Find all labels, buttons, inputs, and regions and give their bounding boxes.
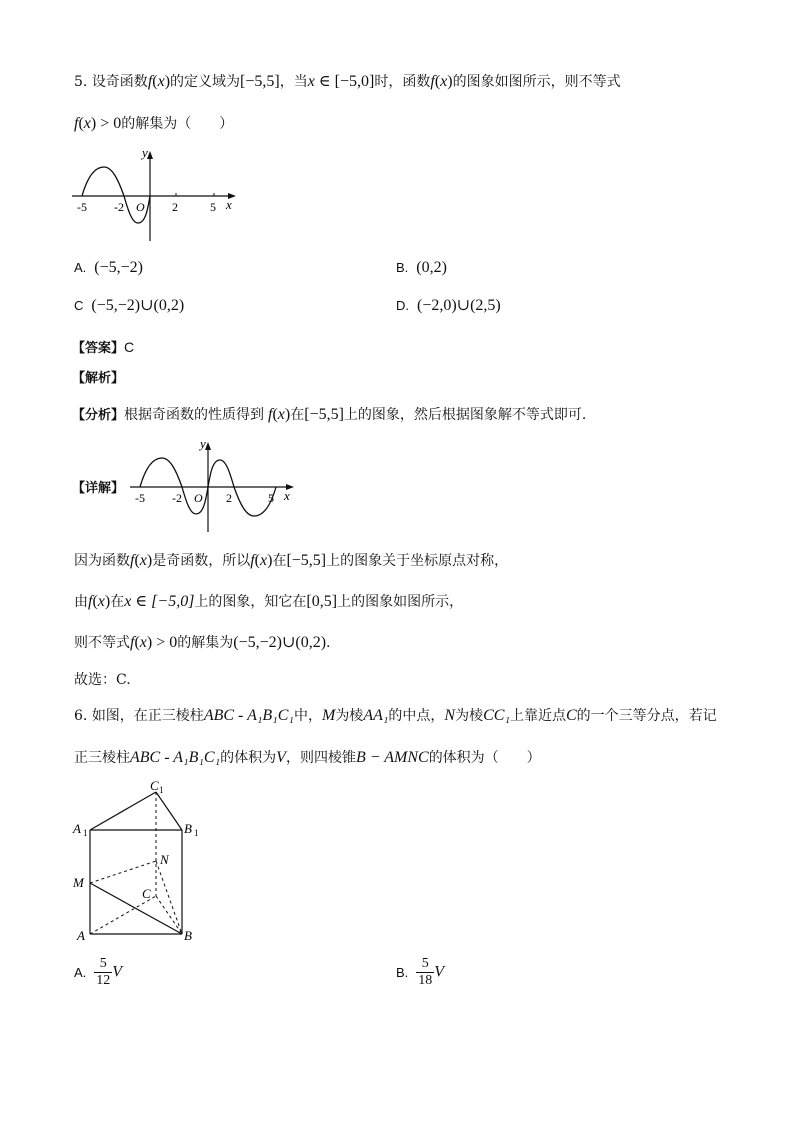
math: ABC - A₁B₁C₁ [130,749,221,766]
math: > 0 [156,634,178,651]
q5-option-d[interactable] [396,296,501,316]
option-label: B. [396,964,409,980]
text: 中， [293,708,322,724]
option-label: B. [396,260,409,275]
text: 在 [272,553,287,569]
q6-line1 [74,706,717,726]
y-axis-label: y [200,436,206,451]
denominator: 12 [96,973,111,988]
math: x ∈ [−5,0] [124,593,195,610]
text: 的解集为 [177,635,234,651]
vertex-label: A [73,821,81,836]
text: 的图象如图所示，则不等式 [452,74,621,90]
vertex-label: B [184,821,192,836]
q5-option-c[interactable] [74,296,184,316]
q6-option-a[interactable] [74,956,122,989]
tick-label: -5 [135,491,145,505]
analysis-tag: 【解析】 [72,371,125,386]
vertex-subscript: 1 [159,785,164,795]
text: 的中点， [388,708,445,724]
text: 上的图象，知它在 [194,594,307,610]
denominator: 18 [418,973,433,988]
q5-explain2: 由f(x)在x ∈ [−5,0]上的图象，知它在[0,5]上的图象如图所示， [74,593,464,610]
text: . [326,635,331,651]
x-axis-label: x [226,197,232,212]
math: AA₁ [363,707,389,724]
text: 的一个三等分点，若记 [576,708,717,724]
q6-line2 [74,748,541,768]
variable: V [112,963,123,981]
q5-detail-graph [124,436,304,536]
tick-label: O [136,200,145,214]
text: 因为函数 [74,553,130,569]
math: [0,5] [306,593,338,610]
q5-line1: 5. 设奇函数f(x)的定义域为[−5,5]，当x ∈ [−5,0]时，函数f(x)的图象如图所示，则不等式 [74,73,621,90]
conclusion-text: 故选：C. [74,672,131,688]
q5-line2: f(x) > 0的解集为（ ） [74,115,234,132]
option-value: (0,2) [416,259,447,276]
option-label: A. [74,964,87,980]
fraction [416,956,434,989]
math: (−5,−2)∪(0,2) [233,634,327,651]
answer-value: C [124,339,135,355]
text: 根据奇函数的性质得到 [124,407,265,423]
text: 在 [290,407,305,423]
vertex-label: M [73,875,84,890]
numerator: 5 [416,956,434,973]
option-value: (−2,0)∪(2,5) [417,297,501,314]
text: 在 [110,594,125,610]
option-label: D. [396,298,409,313]
q5-fenxi: 【分析】根据奇函数的性质得到 f(x)在[−5,5]上的图象，然后根据图象解不等式即可. [72,406,587,423]
q5-number: 5. [74,74,88,90]
tick-label: 2 [172,200,178,214]
q5-analysis-tag [72,368,124,389]
math: V [276,749,286,766]
text: 正三棱柱 [74,750,130,766]
q6-number: 6. [74,708,88,724]
vertex-label: C [142,886,151,901]
text: 为棱 [335,708,364,724]
text: 为棱 [455,708,484,724]
q6-prism-figure [70,778,210,948]
q5-detail-tag [72,478,124,499]
text: 设奇函数 [91,74,148,90]
q5-explain1: 因为函数f(x)是奇函数，所以f(x)在[−5,5]上的图象关于坐标原点对称， [74,552,509,569]
detail-tag: 【详解】 [72,481,125,496]
option-value: (−5,−2) [94,259,143,276]
tick-label: 5 [268,491,274,505]
vertex-subscript: 1 [194,828,199,838]
answer-tag: 【答案】 [72,341,125,356]
vertex-subscript: 1 [83,828,88,838]
text: 上的图象，然后根据图象解不等式即可. [343,407,587,423]
math: C [566,707,577,724]
text: ，则四棱锥 [285,750,356,766]
variable: V [434,963,445,981]
text: 上靠近点 [510,708,566,724]
option-value: (−5,−2)∪(0,2) [91,297,185,314]
text: 是奇函数，所以 [152,553,251,569]
text: 上的图象关于坐标原点对称， [326,553,509,569]
q5-explain3: 则不等式f(x) > 0的解集为(−5,−2)∪(0,2). [74,634,331,651]
text: 的解集为（ ） [121,116,234,132]
tick-label: 2 [226,491,232,505]
vertex-label: C [150,778,159,793]
text: 上的图象如图所示， [337,594,464,610]
x-axis-label: x [284,488,290,503]
math: [−5,5] [286,552,327,569]
vertex-label: A [77,928,85,943]
y-axis-label: y [142,145,148,160]
vertex-label: N [160,852,169,867]
tick-label: -5 [77,200,87,214]
q5-option-a[interactable] [74,258,143,278]
tick-label: 5 [210,200,216,214]
math: CC₁ [483,707,510,724]
option-label: C [74,298,84,313]
math: ABC - A₁B₁C₁ [203,707,294,724]
math: [−5,5] [240,73,280,90]
math: B − AMNC [355,749,429,766]
text: 的体积为（ ） [428,750,541,766]
text: 如图，在正三棱柱 [91,708,204,724]
analysis-subtag: 【分析】 [72,408,125,423]
text: 时，函数 [374,74,431,90]
vertex-label: B [184,928,192,943]
q6-option-b[interactable] [396,956,444,989]
math: M [321,707,336,724]
numerator: 5 [94,956,112,973]
q5-answer [72,337,134,359]
tick-label: -2 [172,491,182,505]
text: 则不等式 [74,635,130,651]
math: x [157,73,165,90]
q5-graph [66,145,246,245]
tick-label: O [194,491,203,505]
text: 由 [74,594,88,610]
math: f [147,73,153,90]
text: ，当 [279,74,308,90]
text: 的定义域为 [170,74,241,90]
tick-label: -2 [114,200,124,214]
q5-conclusion [74,670,131,690]
option-label: A. [74,260,87,275]
math: [−5,5] [304,406,344,423]
math: N [444,707,456,724]
q5-option-b[interactable] [396,258,447,278]
fraction [94,956,112,989]
math: [−5,0] [334,73,375,90]
math: > 0 [100,115,122,132]
text: 的体积为 [220,750,277,766]
